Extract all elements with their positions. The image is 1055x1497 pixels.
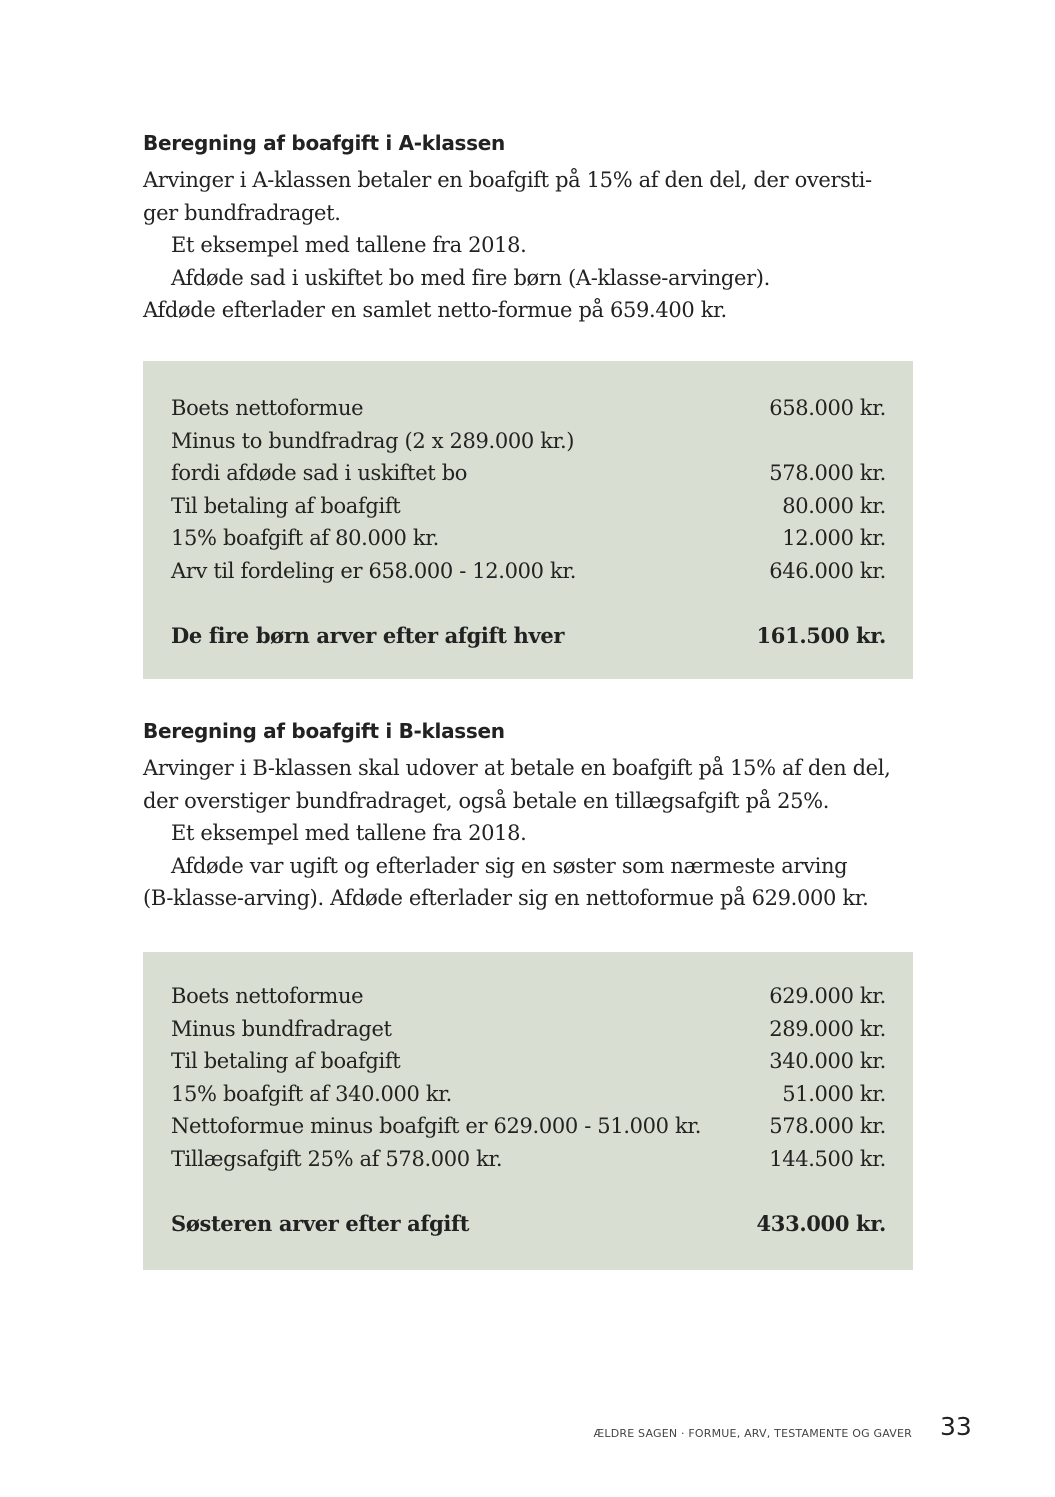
calc-label: 15% boafgift af 80.000 kr. bbox=[171, 526, 439, 551]
running-footer: ÆLDRE SAGEN · FORMUE, ARV, TESTAMENTE OG GAVER bbox=[593, 1427, 912, 1440]
calc-row bbox=[171, 555, 886, 588]
calc-label: Arv til fordeling er 658.000 - 12.000 kr. bbox=[171, 558, 577, 583]
calc-row bbox=[171, 1078, 886, 1111]
calc-total-row bbox=[171, 620, 886, 653]
calc-row bbox=[171, 392, 886, 425]
text-line: Arvinger i B-klassen skal udover at betale en boafgift på 15% af den del, bbox=[143, 756, 891, 780]
section-b-text bbox=[143, 752, 923, 915]
calc-row bbox=[171, 980, 886, 1013]
calc-label: Til betaling af boafgift bbox=[171, 493, 401, 518]
section-a-calculation-box bbox=[143, 361, 913, 679]
page-number: 33 bbox=[940, 1412, 972, 1441]
calc-label: Til betaling af boafgift bbox=[171, 1049, 401, 1074]
calc-label: Boets nettoformue bbox=[171, 396, 364, 420]
calc-amount: 80.000 kr. bbox=[782, 493, 886, 518]
calc-row bbox=[171, 490, 886, 523]
calc-total-amount: 433.000 kr. bbox=[756, 1210, 886, 1236]
calc-row bbox=[171, 522, 886, 555]
text-line: Afdøde var ugift og efterlader sig en søster som nærmeste arving bbox=[171, 853, 848, 878]
calc-amount: 340.000 kr. bbox=[769, 1049, 886, 1074]
calc-label: fordi afdøde sad i uskiftet bo bbox=[171, 461, 468, 486]
calc-amount: 578.000 kr. bbox=[769, 461, 886, 486]
calc-label: Boets nettoformue bbox=[171, 984, 364, 1008]
text-line: Afdøde efterlader en samlet netto-formue på 659.400 kr. bbox=[143, 298, 727, 323]
calc-amount: 658.000 kr. bbox=[769, 396, 886, 420]
calc-amount: 51.000 kr. bbox=[782, 1081, 886, 1106]
text-line: Et eksempel med tallene fra 2018. bbox=[171, 821, 527, 846]
calc-label: Minus to bundfradrag (2 x 289.000 kr.) bbox=[171, 428, 575, 453]
text-line: Et eksempel med tallene fra 2018. bbox=[171, 233, 527, 258]
calc-total-row bbox=[171, 1208, 886, 1241]
calc-total-label: Søsteren arver efter afgift bbox=[171, 1210, 470, 1236]
calc-row bbox=[171, 425, 886, 458]
calc-row bbox=[171, 1013, 886, 1046]
calc-row bbox=[171, 1110, 886, 1143]
calc-row bbox=[171, 457, 886, 490]
calc-total-amount: 161.500 kr. bbox=[756, 622, 886, 648]
calc-label: Minus bundfradraget bbox=[171, 1016, 392, 1041]
calc-label: Tillægsafgift 25% af 578.000 kr. bbox=[171, 1146, 503, 1171]
text-line: (B-klasse-arving). Afdøde efterlader sig en nettoformue på 629.000 kr. bbox=[143, 886, 869, 911]
calc-amount: 578.000 kr. bbox=[769, 1114, 886, 1139]
calc-row bbox=[171, 1143, 886, 1176]
text-line: der overstiger bundfradraget, også betale en tillægsafgift på 25%. bbox=[143, 788, 830, 813]
calc-amount: 629.000 kr. bbox=[769, 984, 886, 1008]
calc-amount: 12.000 kr. bbox=[782, 526, 886, 551]
text-line: Arvinger i A-klassen betaler en boafgift på 15% af den del, der oversti- bbox=[143, 168, 872, 192]
calc-row bbox=[171, 1045, 886, 1078]
calc-total-label: De fire børn arver efter afgift hver bbox=[171, 622, 565, 648]
text-line: ger bundfradraget. bbox=[143, 200, 341, 225]
section-b-heading: Beregning af boafgift i B-klassen bbox=[143, 719, 505, 743]
section-a-heading: Beregning af boafgift i A-klassen bbox=[143, 131, 505, 155]
text-line: Afdøde sad i uskiftet bo med fire børn (A-klasse-arvinger). bbox=[171, 265, 770, 290]
calc-amount: 646.000 kr. bbox=[769, 558, 886, 583]
section-b-calculation-box bbox=[143, 952, 913, 1270]
calc-label: 15% boafgift af 340.000 kr. bbox=[171, 1081, 452, 1106]
calc-amount: 144.500 kr. bbox=[769, 1146, 886, 1171]
section-a-text bbox=[143, 164, 923, 327]
calc-amount: 289.000 kr. bbox=[769, 1016, 886, 1041]
calc-label: Nettoformue minus boafgift er 629.000 - 51.000 kr. bbox=[171, 1114, 702, 1139]
